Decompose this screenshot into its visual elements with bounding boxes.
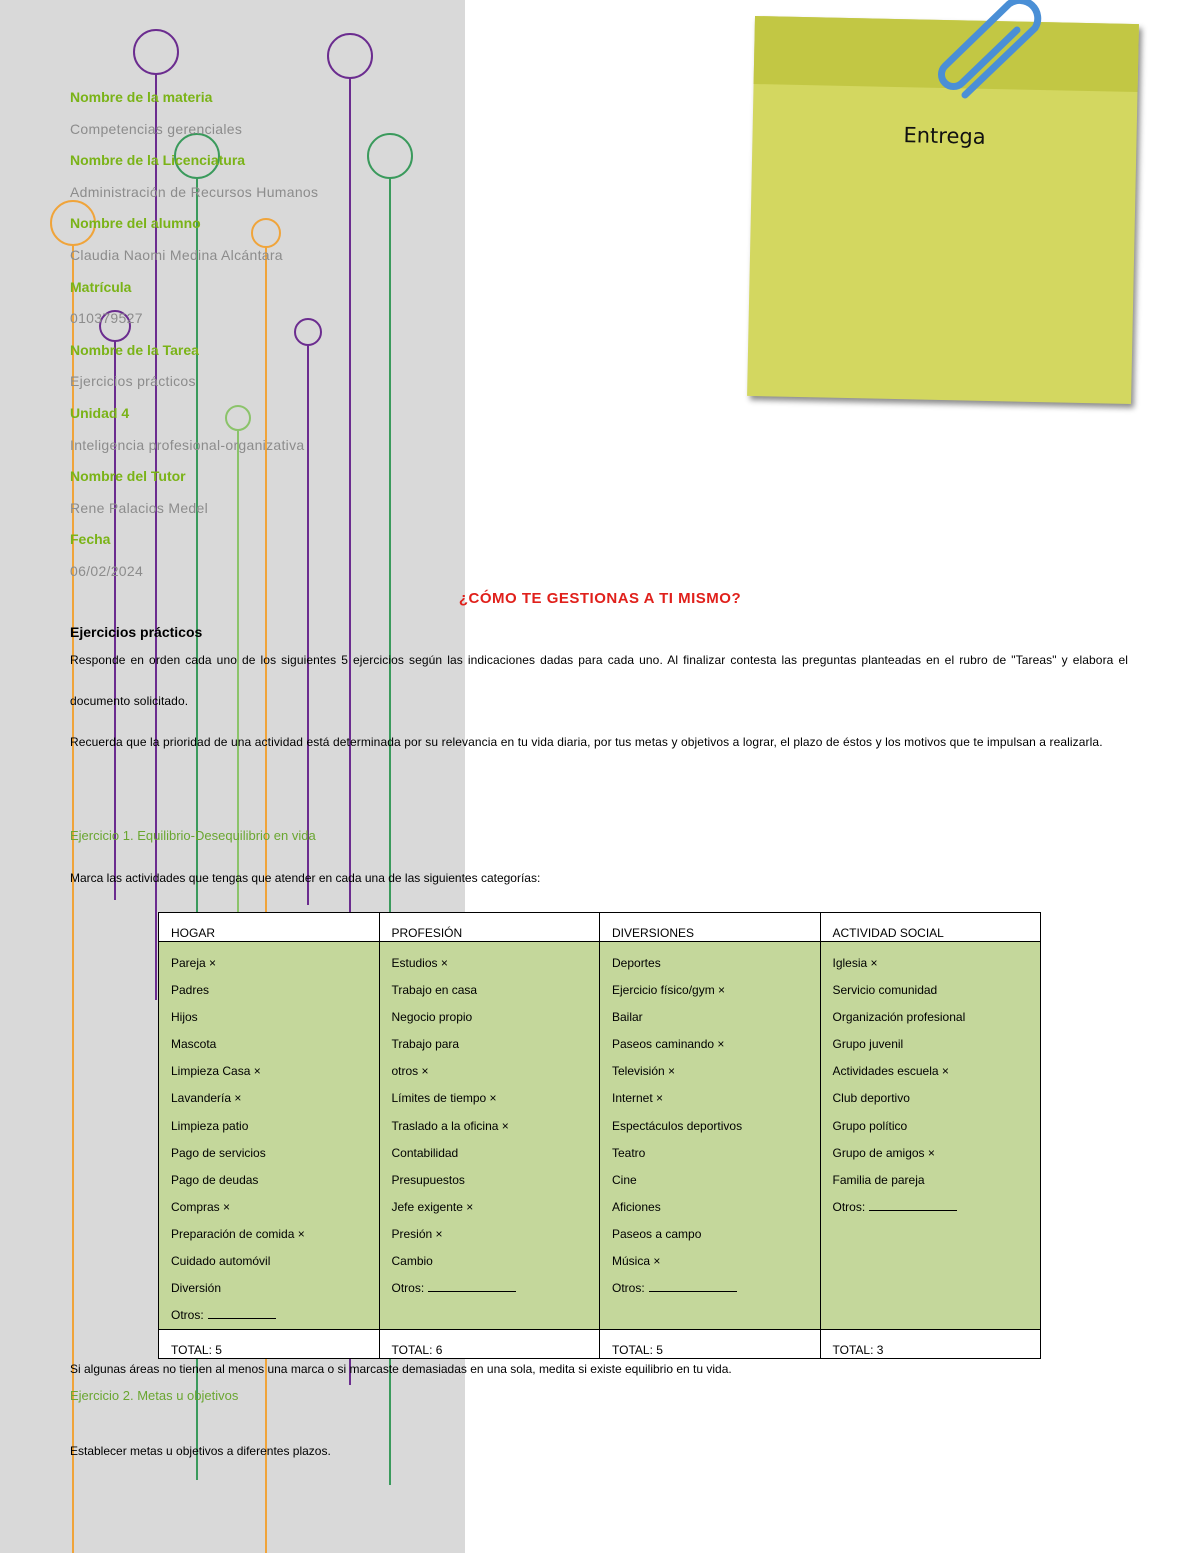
exercise1-title: Ejercicio 1. Equilibrio-Desequilibrio en vida	[70, 828, 316, 843]
sticky-note-title: Entrega	[903, 123, 986, 149]
list-item: Estudios ×	[391, 956, 448, 970]
otros-label: Otros:	[832, 1199, 866, 1214]
field-label-tarea: Nombre de la Tarea	[70, 341, 199, 358]
list-item: Grupo de amigos ×	[832, 1145, 935, 1160]
total-profesion: TOTAL: 6	[379, 1330, 600, 1359]
list-item: Paseos a campo	[612, 1226, 702, 1241]
blank-line	[208, 1306, 276, 1319]
list-item: Padres	[171, 983, 210, 998]
list-item: Servicio comunidad	[832, 983, 938, 998]
list-item: Cine	[612, 1172, 637, 1187]
list-item: Diversión	[171, 1281, 222, 1296]
field-label-tutor: Nombre del Tutor	[70, 468, 186, 485]
sticky-note	[745, 10, 1155, 420]
list-item: Grupo juvenil	[832, 1037, 904, 1052]
field-label-materia: Nombre de la materia	[70, 89, 213, 105]
list-item: Compras ×	[171, 1199, 231, 1214]
column-header-diversiones: DIVERSIONES	[600, 913, 821, 942]
otros-label: Otros:	[391, 1281, 425, 1296]
list-item: Cambio	[391, 1254, 433, 1269]
column-hogar	[159, 942, 380, 1330]
field-value-tarea: Ejercicios prácticos	[70, 373, 196, 390]
list-item: Mascota	[171, 1037, 217, 1052]
field-value-alumno: Claudia Naomi Medina Alcántara	[70, 246, 283, 263]
list-item: Espectáculos deportivos	[612, 1118, 743, 1133]
otros-label: Otros:	[612, 1281, 645, 1296]
column-actividad-social	[820, 942, 1041, 1330]
list-item: Trabajo para	[391, 1037, 460, 1052]
list-item-otros	[392, 1275, 588, 1302]
list-item: Limpieza Casa ×	[171, 1064, 261, 1079]
exercise1-note: Si algunas áreas no tienen al menos una marca o si marcaste demasiadas en una sola, medita si existe equilibrio en tu vida.	[70, 1362, 732, 1376]
list-item: Presupuestos	[391, 1172, 465, 1187]
list-item: Presión ×	[391, 1226, 443, 1241]
list-item: Organización profesional	[832, 1010, 966, 1025]
list-item: Pago de deudas	[171, 1172, 259, 1187]
list-item: Cuidado automóvil	[171, 1254, 271, 1269]
list-item: Pareja ×	[171, 956, 217, 970]
total-actividad-social: TOTAL: 3	[820, 1330, 1041, 1359]
list-item: Contabilidad	[391, 1145, 459, 1160]
list-item: Música ×	[612, 1254, 661, 1269]
list-item: Lavandería ×	[171, 1091, 242, 1106]
list-item: Hijos	[171, 1010, 198, 1025]
list-item: Ejercicio físico/gym ×	[612, 983, 726, 998]
total-diversiones: TOTAL: 5	[600, 1330, 821, 1359]
list-item: otros ×	[391, 1064, 429, 1079]
list-item: Grupo político	[832, 1118, 908, 1133]
field-value-matricula: 010379527	[70, 310, 143, 327]
blank-line	[428, 1279, 516, 1292]
list-item: Actividades escuela ×	[832, 1064, 949, 1079]
list-item: Pago de servicios	[171, 1145, 266, 1160]
field-value-licenciatura: Administración de Recursos Humanos	[70, 183, 319, 200]
field-value-materia: Competencias gerenciales	[70, 120, 243, 137]
list-item-otros	[612, 1275, 808, 1302]
activities-table	[158, 912, 1041, 1359]
list-item-otros	[171, 1302, 367, 1329]
column-header-actividad-social: ACTIVIDAD SOCIAL	[820, 913, 1041, 942]
exercise2-title: Ejercicio 2. Metas u objetivos	[70, 1388, 239, 1403]
list-item: Teatro	[612, 1145, 646, 1160]
blank-line	[869, 1198, 957, 1211]
exercise1-instruction: Marca las actividades que tengas que atender en cada una de las siguientes categorías:	[70, 871, 541, 885]
intro-paragraph-1: Responde en orden cada uno de los siguientes 5 ejercicios según las indicaciones dadas para cada uno. Al finalizar contesta las preguntas planteadas en el rubro de "Tareas" y elabora el documento solicitado.	[70, 653, 1128, 708]
list-item: Bailar	[612, 1010, 643, 1025]
list-item: Paseos caminando ×	[612, 1037, 725, 1052]
field-label-matricula: Matrícula	[70, 278, 132, 295]
list-item: Aficiones	[612, 1199, 661, 1214]
column-diversiones	[600, 942, 821, 1330]
list-item: Jefe exigente ×	[391, 1199, 474, 1214]
list-item: Limpieza patio	[171, 1118, 249, 1133]
list-item: Televisión ×	[612, 1064, 676, 1079]
field-label-alumno: Nombre del alumno	[70, 215, 201, 232]
column-header-hogar: HOGAR	[159, 913, 380, 942]
list-item: Preparación de comida ×	[171, 1226, 305, 1241]
column-header-profesion: PROFESIÓN	[379, 913, 600, 942]
total-hogar: TOTAL: 5	[159, 1330, 380, 1359]
list-item: Traslado a la oficina ×	[391, 1118, 509, 1133]
field-value-fecha: 06/02/2024	[70, 562, 144, 579]
list-item: Límites de tiempo ×	[391, 1091, 497, 1106]
paperclip-icon	[925, 0, 1075, 110]
column-profesion	[379, 942, 600, 1330]
list-item: Familia de pareja	[832, 1172, 925, 1187]
blank-line	[649, 1279, 737, 1292]
section-title: Ejercicios prácticos	[70, 624, 203, 640]
list-item: Negocio propio	[391, 1010, 473, 1025]
intro-paragraph-2: Recuerda que la prioridad de una actividad está determinada por su relevancia en tu vida diaria, por tus metas y objetivos a lograr, el plazo de éstos y los motivos que te impulsan a realizarla.	[70, 735, 1103, 749]
field-label-unidad: Unidad 4	[70, 404, 130, 421]
cover-info	[70, 82, 450, 588]
list-item: Internet ×	[612, 1091, 664, 1106]
main-title: ¿CÓMO TE GESTIONAS A TI MISMO?	[458, 590, 742, 607]
list-item: Trabajo en casa	[391, 983, 478, 998]
list-item: Iglesia ×	[832, 956, 878, 970]
otros-label: Otros:	[171, 1308, 204, 1323]
field-label-fecha: Fecha	[70, 531, 111, 548]
field-value-tutor: Rene Palacios Medel	[70, 499, 208, 516]
field-label-licenciatura: Nombre de la Licenciatura	[70, 152, 246, 169]
list-item: Club deportivo	[832, 1091, 910, 1106]
list-item: Deportes	[612, 956, 661, 970]
field-value-unidad: Inteligencia profesional-organizativa	[70, 436, 305, 453]
exercise2-instruction: Establecer metas u objetivos a diferentes plazos.	[70, 1444, 331, 1458]
list-item-otros	[833, 1194, 1029, 1221]
